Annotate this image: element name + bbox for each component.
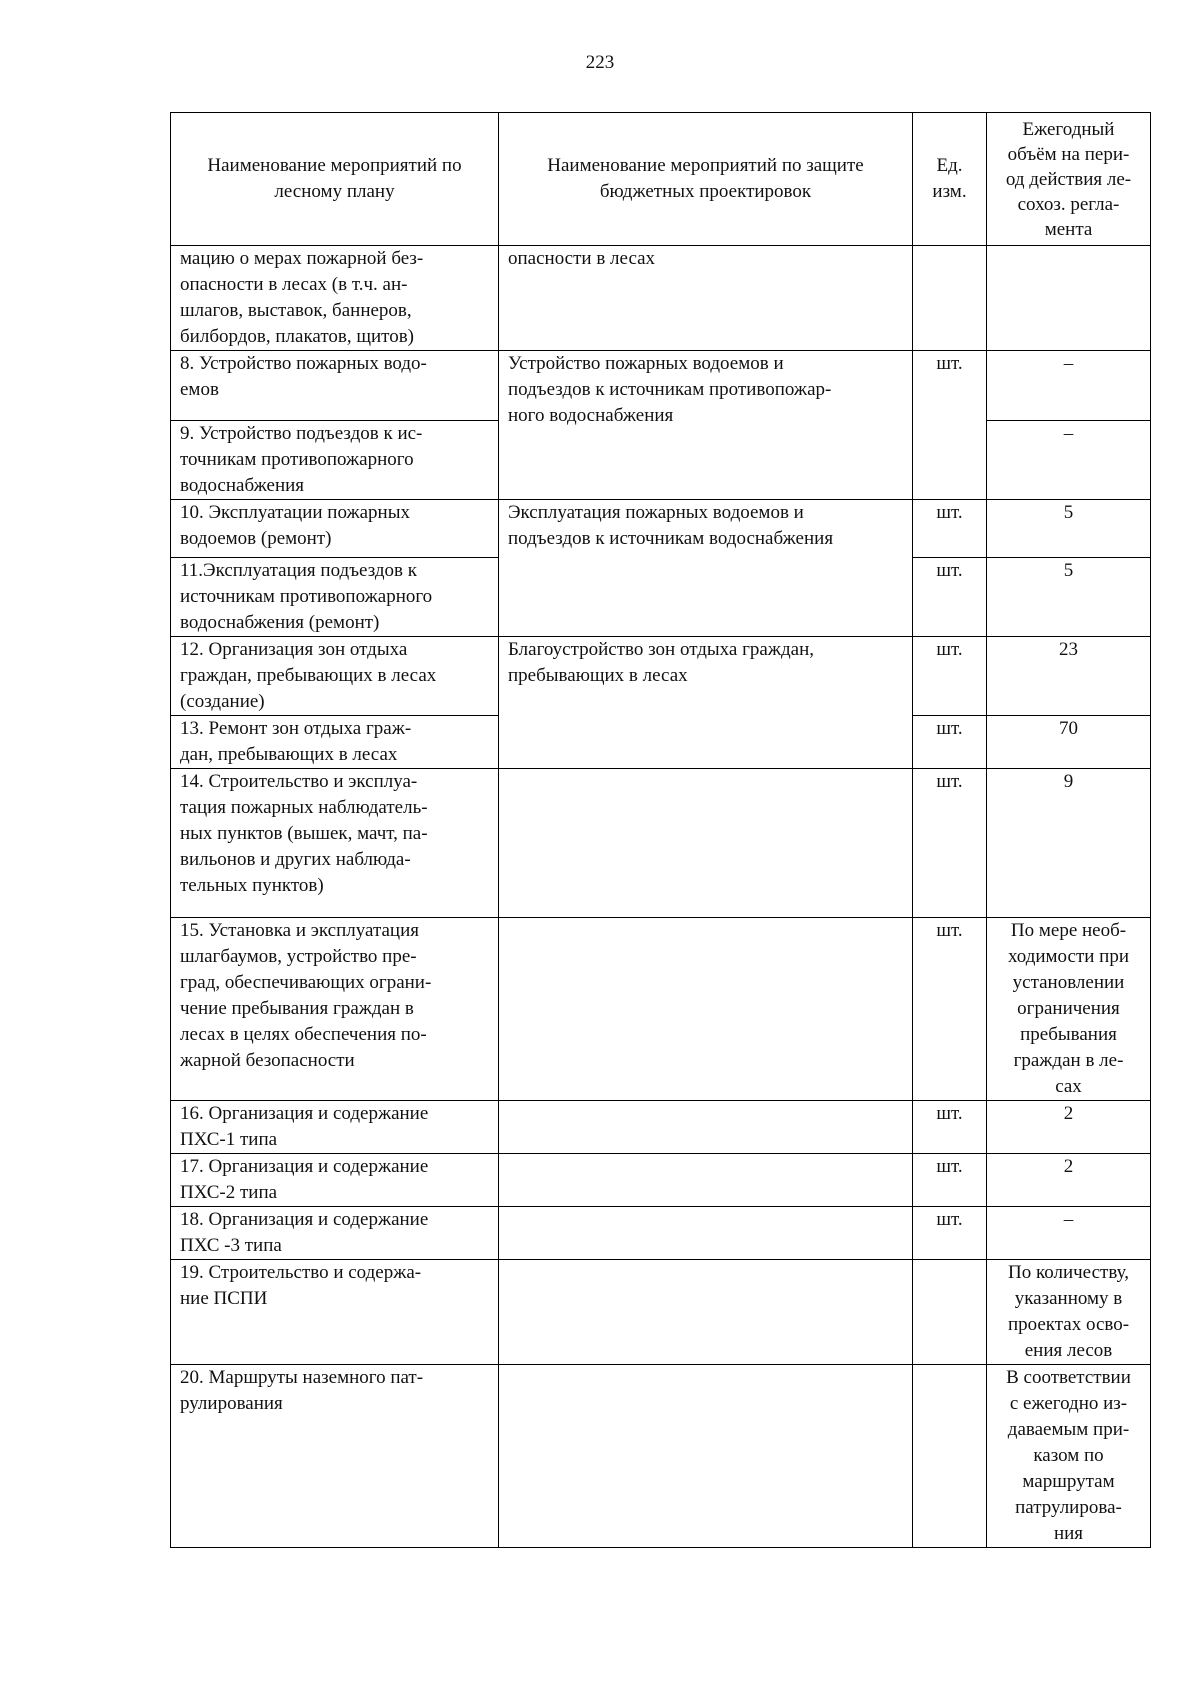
- unit-cell: шт.: [913, 716, 987, 769]
- text-line: 14. Строительство и эксплуа-: [180, 771, 418, 792]
- protection-cell: [499, 769, 913, 918]
- text-line: дан, пребывающих в лесах: [180, 744, 398, 765]
- table-row: [171, 637, 1151, 716]
- text-line: 18. Организация и содержание: [180, 1209, 429, 1230]
- text-line: 5: [1063, 502, 1074, 523]
- text-line: Устройство пожарных водоемов и: [508, 353, 784, 374]
- protection-cell: [499, 246, 913, 351]
- protection-cell: [499, 1260, 913, 1365]
- text-line: 17. Организация и содержание: [180, 1156, 429, 1177]
- volume-cell: [987, 1365, 1151, 1548]
- text-line: рулирования: [180, 1393, 283, 1414]
- protection-cell: [499, 637, 913, 769]
- text-line: с ежегодно из-: [1009, 1393, 1128, 1414]
- measures-table: [170, 112, 1151, 1548]
- text-line: ных пунктов (вышек, мачт, па-: [180, 823, 428, 844]
- text-line: 2: [1063, 1156, 1074, 1177]
- text-line: град, обеспечивающих ограни-: [180, 972, 432, 993]
- text-line: ПХС-1 типа: [180, 1129, 278, 1150]
- measure-cell: [171, 1154, 499, 1207]
- volume-cell: [987, 558, 1151, 637]
- text-line: По количеству,: [1007, 1262, 1129, 1283]
- volume-cell: [987, 421, 1151, 500]
- protection-cell: [499, 500, 913, 637]
- unit-cell: шт.: [913, 769, 987, 918]
- text-line: 15. Установка и эксплуатация: [180, 920, 419, 941]
- unit-cell: шт.: [913, 500, 987, 558]
- table-row: [171, 1154, 1151, 1207]
- text-line: Благоустройство зон отдыха граждан,: [508, 639, 814, 660]
- text-line: 5: [1063, 560, 1074, 581]
- text-line: 13. Ремонт зон отдыха граж-: [180, 718, 412, 739]
- text-line: граждан в ле-: [1013, 1050, 1124, 1071]
- text-line: Наименование мероприятий по защите: [547, 155, 864, 176]
- text-line: бюджетных проектировок: [599, 181, 812, 202]
- protection-cell: [499, 1207, 913, 1260]
- text-line: 19. Строительство и содержа-: [180, 1262, 422, 1283]
- text-line: тация пожарных наблюдатель-: [180, 797, 428, 818]
- volume-cell: [987, 769, 1151, 918]
- text-line: жарной безопасности: [180, 1050, 355, 1071]
- table-row: [171, 351, 1151, 421]
- text-line: Эксплуатация пожарных водоемов и: [508, 502, 804, 523]
- unit-cell: шт.: [913, 1154, 987, 1207]
- text-line: билбордов, плакатов, щитов): [180, 326, 415, 347]
- unit-cell: [913, 246, 987, 351]
- text-line: лесному плану: [274, 181, 395, 202]
- text-line: ПХС-2 типа: [180, 1182, 278, 1203]
- volume-cell: [987, 351, 1151, 421]
- text-line: установлении: [1012, 972, 1125, 993]
- measure-cell: [171, 769, 499, 918]
- volume-cell: [987, 246, 1151, 351]
- measure-cell: [171, 246, 499, 351]
- text-line: тельных пунктов): [180, 875, 324, 896]
- measure-cell: [171, 421, 499, 500]
- measure-cell: [171, 637, 499, 716]
- text-line: Наименование мероприятий по: [207, 155, 462, 176]
- text-line: указанному в: [1014, 1288, 1123, 1309]
- table-row: [171, 1101, 1151, 1154]
- text-line: шлагбаумов, устройство пре-: [180, 946, 417, 967]
- unit-cell: шт.: [913, 1207, 987, 1260]
- text-line: –: [1063, 423, 1074, 444]
- text-line: точникам противопожарного: [180, 449, 414, 470]
- volume-cell: [987, 500, 1151, 558]
- protection-cell: [499, 351, 913, 500]
- header-row: [171, 113, 1151, 246]
- text-line: ограничения: [1017, 998, 1120, 1019]
- header-unit: [913, 113, 987, 246]
- text-line: 2: [1063, 1103, 1074, 1124]
- text-line: 23: [1059, 639, 1078, 660]
- measure-cell: [171, 918, 499, 1101]
- text-line: ходимости при: [1007, 946, 1130, 967]
- measure-cell: [171, 1365, 499, 1548]
- page-number: 223: [585, 52, 615, 73]
- text-line: (создание): [180, 691, 265, 712]
- text-line: водоснабжения (ремонт): [180, 612, 380, 633]
- text-line: ного водоснабжения: [508, 405, 674, 426]
- text-line: од действия ле-: [1005, 168, 1132, 190]
- text-line: изм.: [932, 181, 967, 202]
- text-line: 11.Эксплуатация подъездов к: [180, 560, 417, 581]
- text-line: лесах в целях обеспечения по-: [180, 1024, 427, 1045]
- unit-cell: шт.: [913, 1101, 987, 1154]
- text-line: ние ПСПИ: [180, 1288, 268, 1309]
- text-line: 12. Организация зон отдыха: [180, 639, 408, 660]
- text-line: По мере необ-: [1010, 920, 1127, 941]
- text-line: чение пребывания граждан в: [180, 998, 414, 1019]
- unit-cell: [913, 1365, 987, 1548]
- text-line: 10. Эксплуатации пожарных: [180, 502, 410, 523]
- text-line: водоемов (ремонт): [180, 528, 332, 549]
- volume-cell: [987, 1154, 1151, 1207]
- text-line: патрулирова-: [1015, 1497, 1122, 1518]
- text-line: 20. Маршруты наземного пат-: [180, 1367, 424, 1388]
- text-line: водоснабжения: [180, 475, 305, 496]
- text-line: мента: [1044, 218, 1093, 240]
- unit-cell: шт.: [913, 558, 987, 637]
- header-measure-name: [171, 113, 499, 246]
- measure-cell: [171, 351, 499, 421]
- table-row: [171, 769, 1151, 918]
- text-line: 9: [1063, 771, 1074, 792]
- text-line: шлагов, выставок, баннеров,: [180, 300, 412, 321]
- table-row: [171, 500, 1151, 558]
- text-line: даваемым при-: [1007, 1419, 1130, 1440]
- measure-cell: [171, 558, 499, 637]
- text-line: вильонов и других наблюда-: [180, 849, 411, 870]
- text-line: пребывающих в лесах: [508, 665, 688, 686]
- text-line: 9. Устройство подъездов к ис-: [180, 423, 423, 444]
- text-line: объём на пери-: [1007, 143, 1130, 165]
- volume-cell: [987, 1260, 1151, 1365]
- text-line: пребывания: [1020, 1024, 1117, 1045]
- text-line: –: [1063, 1209, 1074, 1230]
- table-row: [171, 1260, 1151, 1365]
- text-line: мацию о мерах пожарной без-: [180, 248, 424, 269]
- text-line: ния: [1053, 1523, 1084, 1544]
- text-line: ПХС -3 типа: [180, 1235, 282, 1256]
- table-row: [171, 1365, 1151, 1548]
- text-line: емов: [180, 379, 219, 400]
- text-line: сохоз. регла-: [1017, 193, 1120, 215]
- unit-cell: шт.: [913, 351, 987, 500]
- text-line: Ед.: [936, 155, 963, 176]
- volume-cell: [987, 637, 1151, 716]
- measure-cell: [171, 716, 499, 769]
- text-line: 16. Организация и содержание: [180, 1103, 429, 1124]
- volume-cell: [987, 918, 1151, 1101]
- unit-cell: шт.: [913, 918, 987, 1101]
- text-line: 8. Устройство пожарных водо-: [180, 353, 427, 374]
- text-line: источникам противопожарного: [180, 586, 433, 607]
- header-annual-volume: [987, 113, 1151, 246]
- protection-cell: [499, 1101, 913, 1154]
- text-line: опасности в лесах: [508, 248, 656, 269]
- text-line: маршрутам: [1022, 1471, 1115, 1492]
- text-line: опасности в лесах (в т.ч. ан-: [180, 274, 408, 295]
- header-protection-name: [499, 113, 913, 246]
- measure-cell: [171, 1207, 499, 1260]
- text-line: сах: [1055, 1076, 1082, 1097]
- text-line: подъездов к источникам противопожар-: [508, 379, 832, 400]
- protection-cell: [499, 1365, 913, 1548]
- text-line: 70: [1059, 718, 1078, 739]
- text-line: Ежегодный: [1022, 118, 1115, 140]
- text-line: –: [1063, 353, 1074, 374]
- measure-cell: [171, 500, 499, 558]
- text-line: граждан, пребывающих в лесах: [180, 665, 437, 686]
- text-line: проектах осво-: [1007, 1314, 1130, 1335]
- protection-cell: [499, 1154, 913, 1207]
- volume-cell: [987, 1101, 1151, 1154]
- text-line: ения лесов: [1024, 1340, 1113, 1361]
- volume-cell: [987, 716, 1151, 769]
- table-row: [171, 246, 1151, 351]
- unit-cell: шт.: [913, 637, 987, 716]
- text-line: подъездов к источникам водоснабжения: [508, 528, 834, 549]
- measure-cell: [171, 1260, 499, 1365]
- text-line: казом по: [1033, 1445, 1104, 1466]
- unit-cell: [913, 1260, 987, 1365]
- protection-cell: [499, 918, 913, 1101]
- volume-cell: [987, 1207, 1151, 1260]
- table-row: [171, 1207, 1151, 1260]
- table-row: [171, 918, 1151, 1101]
- measure-cell: [171, 1101, 499, 1154]
- text-line: В соответствии: [1006, 1367, 1131, 1388]
